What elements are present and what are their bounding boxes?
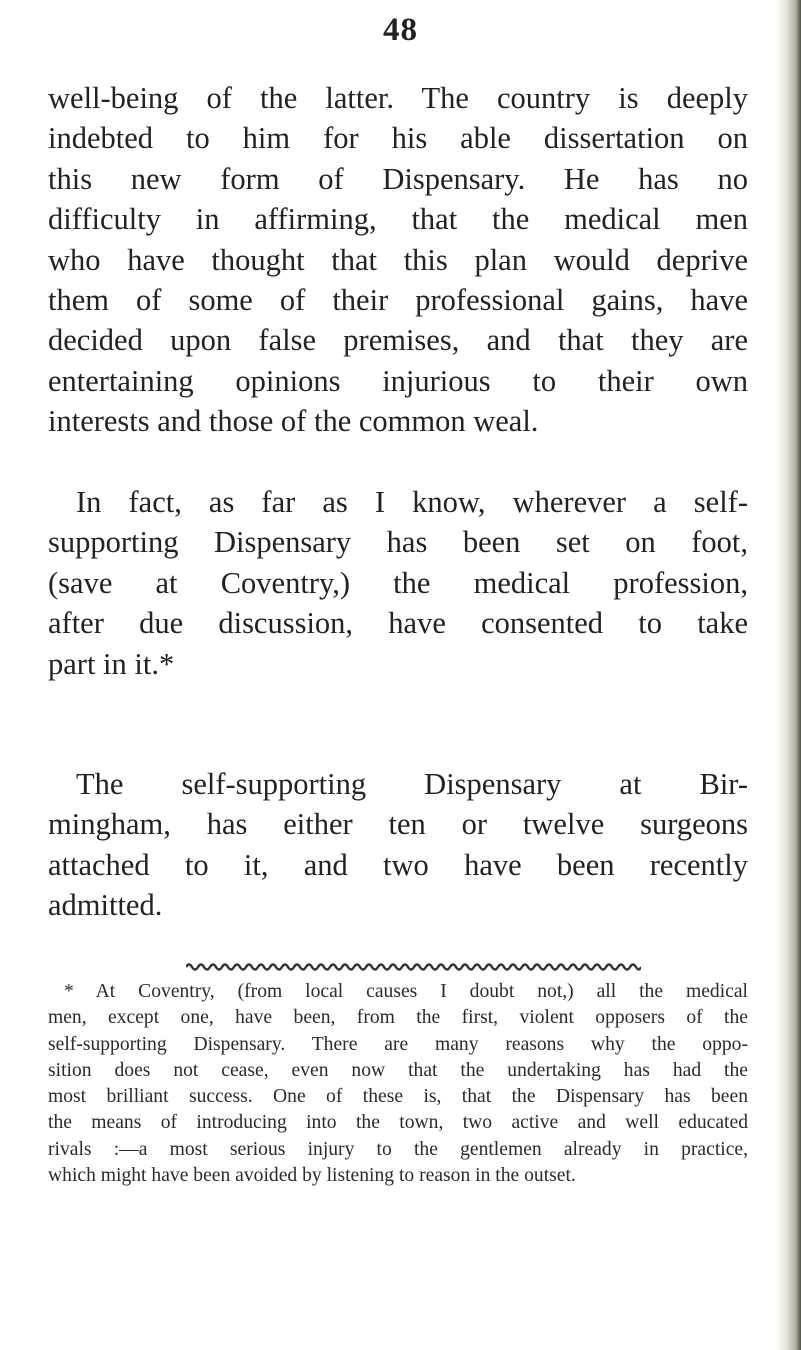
paragraph-2: [48, 482, 748, 684]
text-line: admitted.: [48, 888, 163, 923]
footnote-line: * At Coventry, (from local causes I doubt not,) all the medical: [64, 981, 748, 1002]
text-line: well-being of the latter. The country is deeply: [48, 81, 748, 115]
footnote-line: most brilliant success. One of these is, that the Dispensary has been: [48, 1086, 748, 1108]
text-line: part in it.*: [48, 646, 175, 681]
text-line: entertaining opinions injurious to their own: [48, 363, 748, 398]
text-line: The self-supporting Dispensary at Bir-: [76, 767, 748, 801]
text-line: (save at Coventry,) the medical profession,: [48, 565, 748, 600]
footnote-line: rivals :—a most serious injury to the gentlemen already in practice,: [48, 1138, 748, 1160]
text-line: In fact, as far as I know, wherever a self-: [76, 485, 748, 519]
paragraph-1: [48, 78, 748, 442]
text-line: attached to it, and two have been recently: [48, 847, 748, 882]
footnote-line: which might have been avoided by listening to reason in the outset.: [48, 1165, 576, 1187]
text-line: mingham, has either ten or twelve surgeons: [48, 807, 748, 842]
footnote: [48, 979, 748, 1189]
text-line: decided upon false premises, and that they are: [48, 323, 748, 358]
text-line: difficulty in affirming, that the medical men: [48, 202, 748, 237]
text-line: interests and those of the common weal.: [48, 404, 539, 439]
footnote-line: sition does not cease, even now that the undertaking has had the: [48, 1059, 748, 1081]
text-line: indebted to him for his able dissertation on: [48, 121, 748, 156]
ornamental-divider: [186, 962, 641, 972]
text-line: after due discussion, have consented to take: [48, 606, 748, 641]
text-line: them of some of their professional gains, have: [48, 283, 748, 318]
footnote-line: men, except one, have been, from the first, violent opposers of the: [48, 1007, 748, 1029]
page-number: 48: [383, 12, 418, 48]
text-line: this new form of Dispensary. He has no: [48, 161, 748, 196]
footnote-line: self-supporting Dispensary. There are many reasons why the oppo-: [48, 1033, 748, 1055]
text-line: who have thought that this plan would deprive: [48, 242, 748, 277]
footnote-line: the means of introducing into the town, two active and well educated: [48, 1112, 748, 1134]
paragraph-3: [48, 764, 748, 926]
text-line: supporting Dispensary has been set on foot,: [48, 525, 748, 560]
page-edge-shadow: [775, 0, 801, 1350]
